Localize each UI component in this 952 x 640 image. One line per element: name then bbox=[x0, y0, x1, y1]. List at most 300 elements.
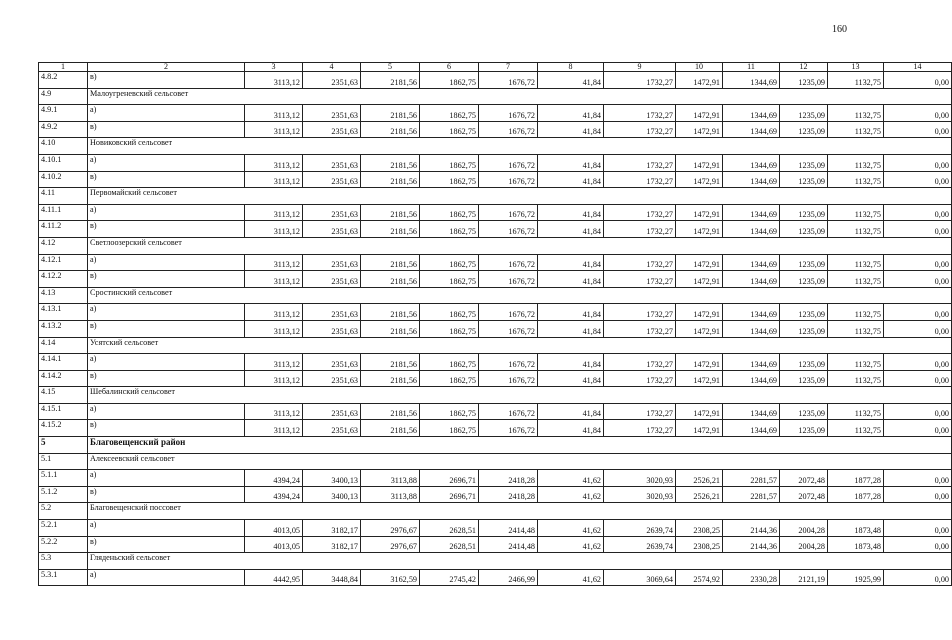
section-title: Новиковский сельсовет bbox=[88, 138, 952, 155]
value-cell: 1132,75 bbox=[828, 403, 884, 420]
value-cell: 3113,12 bbox=[245, 221, 303, 238]
value-cell: 0,00 bbox=[884, 320, 952, 337]
value-cell: 1235,09 bbox=[780, 420, 828, 437]
value-cell: 1862,75 bbox=[420, 370, 479, 387]
column-number: 4 bbox=[303, 63, 361, 72]
value-cell: 0,00 bbox=[884, 271, 952, 288]
row-label: а) bbox=[88, 470, 245, 487]
row-id: 4.10.1 bbox=[39, 154, 88, 171]
value-cell: 2072,48 bbox=[780, 470, 828, 487]
page-number: 160 bbox=[832, 24, 847, 35]
value-cell: 1472,91 bbox=[676, 271, 723, 288]
value-cell: 1472,91 bbox=[676, 204, 723, 221]
value-cell: 4013,05 bbox=[245, 536, 303, 553]
value-cell: 1877,28 bbox=[828, 470, 884, 487]
row-label: а) bbox=[88, 204, 245, 221]
value-cell: 2181,56 bbox=[361, 121, 420, 138]
value-cell: 2281,57 bbox=[723, 486, 780, 503]
value-cell: 41,84 bbox=[538, 72, 604, 89]
value-cell: 2351,63 bbox=[303, 420, 361, 437]
value-cell: 1132,75 bbox=[828, 354, 884, 371]
row-label: а) bbox=[88, 154, 245, 171]
value-cell: 1235,09 bbox=[780, 105, 828, 122]
value-cell: 1132,75 bbox=[828, 221, 884, 238]
value-cell: 41,62 bbox=[538, 536, 604, 553]
value-cell: 1676,72 bbox=[479, 105, 538, 122]
value-cell: 1235,09 bbox=[780, 121, 828, 138]
table-row bbox=[39, 536, 952, 553]
table-row bbox=[39, 354, 952, 371]
value-cell: 1344,69 bbox=[723, 221, 780, 238]
value-cell: 2414,48 bbox=[479, 536, 538, 553]
row-id: 4.13.2 bbox=[39, 320, 88, 337]
table-row bbox=[39, 569, 952, 586]
section-row bbox=[39, 188, 952, 205]
row-id: 5.1.1 bbox=[39, 470, 88, 487]
value-cell: 2745,42 bbox=[420, 569, 479, 586]
value-cell: 1925,99 bbox=[828, 569, 884, 586]
row-label: а) bbox=[88, 403, 245, 420]
value-cell: 1732,27 bbox=[604, 403, 676, 420]
value-cell: 3113,12 bbox=[245, 271, 303, 288]
value-cell: 1235,09 bbox=[780, 171, 828, 188]
value-cell: 1676,72 bbox=[479, 121, 538, 138]
value-cell: 0,00 bbox=[884, 171, 952, 188]
section-row bbox=[39, 138, 952, 155]
row-label: а) bbox=[88, 304, 245, 321]
value-cell: 3400,13 bbox=[303, 470, 361, 487]
value-cell: 1862,75 bbox=[420, 105, 479, 122]
value-cell: 41,84 bbox=[538, 171, 604, 188]
value-cell: 1873,48 bbox=[828, 536, 884, 553]
value-cell: 1472,91 bbox=[676, 171, 723, 188]
value-cell: 1235,09 bbox=[780, 72, 828, 89]
value-cell: 2004,28 bbox=[780, 520, 828, 537]
value-cell: 1862,75 bbox=[420, 72, 479, 89]
value-cell: 41,84 bbox=[538, 420, 604, 437]
value-cell: 2976,67 bbox=[361, 520, 420, 537]
value-cell: 1873,48 bbox=[828, 520, 884, 537]
value-cell: 2466,99 bbox=[479, 569, 538, 586]
value-cell: 2181,56 bbox=[361, 204, 420, 221]
value-cell: 1132,75 bbox=[828, 154, 884, 171]
value-cell: 2181,56 bbox=[361, 403, 420, 420]
value-cell: 0,00 bbox=[884, 105, 952, 122]
column-number-row bbox=[39, 63, 952, 72]
column-number: 1 bbox=[39, 63, 88, 72]
table-row bbox=[39, 204, 952, 221]
value-cell: 2181,56 bbox=[361, 271, 420, 288]
table-row bbox=[39, 370, 952, 387]
value-cell: 1132,75 bbox=[828, 320, 884, 337]
value-cell: 41,62 bbox=[538, 486, 604, 503]
value-cell: 2181,56 bbox=[361, 105, 420, 122]
value-cell: 2976,67 bbox=[361, 536, 420, 553]
value-cell: 1732,27 bbox=[604, 171, 676, 188]
column-number: 9 bbox=[604, 63, 676, 72]
value-cell: 0,00 bbox=[884, 486, 952, 503]
value-cell: 1676,72 bbox=[479, 420, 538, 437]
value-cell: 1862,75 bbox=[420, 121, 479, 138]
value-cell: 41,84 bbox=[538, 254, 604, 271]
table-row bbox=[39, 486, 952, 503]
row-id: 4.13 bbox=[39, 287, 88, 304]
row-id: 5.2.2 bbox=[39, 536, 88, 553]
row-id: 4.11.1 bbox=[39, 204, 88, 221]
value-cell: 2181,56 bbox=[361, 354, 420, 371]
value-cell: 2351,63 bbox=[303, 254, 361, 271]
table-row bbox=[39, 320, 952, 337]
value-cell: 1344,69 bbox=[723, 254, 780, 271]
table-row bbox=[39, 121, 952, 138]
table-row bbox=[39, 304, 952, 321]
value-cell: 3113,12 bbox=[245, 320, 303, 337]
value-cell: 1862,75 bbox=[420, 221, 479, 238]
value-cell: 1676,72 bbox=[479, 304, 538, 321]
value-cell: 2526,21 bbox=[676, 486, 723, 503]
value-cell: 1862,75 bbox=[420, 320, 479, 337]
row-id: 4.15.1 bbox=[39, 403, 88, 420]
value-cell: 1862,75 bbox=[420, 204, 479, 221]
value-cell: 1732,27 bbox=[604, 204, 676, 221]
value-cell: 1132,75 bbox=[828, 204, 884, 221]
value-cell: 3113,12 bbox=[245, 105, 303, 122]
value-cell: 1344,69 bbox=[723, 304, 780, 321]
table-row bbox=[39, 72, 952, 89]
row-id: 4.11 bbox=[39, 188, 88, 205]
section-title: Шебалинский сельсовет bbox=[88, 387, 952, 404]
value-cell: 1132,75 bbox=[828, 304, 884, 321]
row-id: 5.1 bbox=[39, 453, 88, 470]
value-cell: 41,84 bbox=[538, 304, 604, 321]
value-cell: 4013,05 bbox=[245, 520, 303, 537]
value-cell: 2181,56 bbox=[361, 171, 420, 188]
value-cell: 1344,69 bbox=[723, 403, 780, 420]
value-cell: 1344,69 bbox=[723, 271, 780, 288]
column-number: 8 bbox=[538, 63, 604, 72]
row-label: в) bbox=[88, 171, 245, 188]
value-cell: 2072,48 bbox=[780, 486, 828, 503]
value-cell: 1732,27 bbox=[604, 105, 676, 122]
value-cell: 1676,72 bbox=[479, 171, 538, 188]
row-id: 5.3 bbox=[39, 553, 88, 570]
value-cell: 2181,56 bbox=[361, 221, 420, 238]
value-cell: 1862,75 bbox=[420, 354, 479, 371]
section-title: Благовещенский район bbox=[88, 437, 952, 454]
value-cell: 2628,51 bbox=[420, 520, 479, 537]
value-cell: 2004,28 bbox=[780, 536, 828, 553]
row-id: 4.15 bbox=[39, 387, 88, 404]
value-cell: 1132,75 bbox=[828, 72, 884, 89]
column-number: 11 bbox=[723, 63, 780, 72]
value-cell: 1472,91 bbox=[676, 72, 723, 89]
row-id: 5.3.1 bbox=[39, 569, 88, 586]
value-cell: 1344,69 bbox=[723, 121, 780, 138]
value-cell: 41,62 bbox=[538, 569, 604, 586]
value-cell: 2330,28 bbox=[723, 569, 780, 586]
value-cell: 41,84 bbox=[538, 221, 604, 238]
value-cell: 1732,27 bbox=[604, 254, 676, 271]
table-row bbox=[39, 105, 952, 122]
value-cell: 4442,95 bbox=[245, 569, 303, 586]
table-row bbox=[39, 470, 952, 487]
value-cell: 2181,56 bbox=[361, 304, 420, 321]
row-label: а) bbox=[88, 105, 245, 122]
table-row bbox=[39, 403, 952, 420]
value-cell: 2351,63 bbox=[303, 320, 361, 337]
value-cell: 0,00 bbox=[884, 569, 952, 586]
column-number: 14 bbox=[884, 63, 952, 72]
row-id: 4.14.2 bbox=[39, 370, 88, 387]
column-number: 5 bbox=[361, 63, 420, 72]
value-cell: 2414,48 bbox=[479, 520, 538, 537]
value-cell: 3113,88 bbox=[361, 486, 420, 503]
value-cell: 1132,75 bbox=[828, 271, 884, 288]
value-cell: 1132,75 bbox=[828, 105, 884, 122]
value-cell: 1732,27 bbox=[604, 121, 676, 138]
value-cell: 1732,27 bbox=[604, 221, 676, 238]
section-row bbox=[39, 237, 952, 254]
value-cell: 0,00 bbox=[884, 536, 952, 553]
row-id: 4.14 bbox=[39, 337, 88, 354]
value-cell: 2526,21 bbox=[676, 470, 723, 487]
value-cell: 1132,75 bbox=[828, 121, 884, 138]
value-cell: 2628,51 bbox=[420, 536, 479, 553]
value-cell: 1676,72 bbox=[479, 72, 538, 89]
row-label: в) bbox=[88, 420, 245, 437]
value-cell: 1472,91 bbox=[676, 105, 723, 122]
value-cell: 0,00 bbox=[884, 254, 952, 271]
section-title: Благовещенский поссовет bbox=[88, 503, 952, 520]
value-cell: 3113,12 bbox=[245, 370, 303, 387]
value-cell: 1676,72 bbox=[479, 204, 538, 221]
value-cell: 1235,09 bbox=[780, 320, 828, 337]
value-cell: 3400,13 bbox=[303, 486, 361, 503]
value-cell: 2308,25 bbox=[676, 520, 723, 537]
value-cell: 1732,27 bbox=[604, 72, 676, 89]
value-cell: 3069,64 bbox=[604, 569, 676, 586]
value-cell: 3113,12 bbox=[245, 204, 303, 221]
value-cell: 1732,27 bbox=[604, 271, 676, 288]
value-cell: 1676,72 bbox=[479, 254, 538, 271]
table-row bbox=[39, 420, 952, 437]
value-cell: 1344,69 bbox=[723, 72, 780, 89]
value-cell: 2351,63 bbox=[303, 370, 361, 387]
value-cell: 2574,92 bbox=[676, 569, 723, 586]
value-cell: 0,00 bbox=[884, 221, 952, 238]
row-label: в) bbox=[88, 121, 245, 138]
value-cell: 2181,56 bbox=[361, 320, 420, 337]
value-cell: 2351,63 bbox=[303, 154, 361, 171]
value-cell: 1132,75 bbox=[828, 171, 884, 188]
row-label: а) bbox=[88, 254, 245, 271]
value-cell: 1472,91 bbox=[676, 320, 723, 337]
section-row bbox=[39, 287, 952, 304]
value-cell: 3020,93 bbox=[604, 470, 676, 487]
value-cell: 41,62 bbox=[538, 470, 604, 487]
value-cell: 1472,91 bbox=[676, 221, 723, 238]
value-cell: 1676,72 bbox=[479, 221, 538, 238]
value-cell: 3113,12 bbox=[245, 420, 303, 437]
value-cell: 4394,24 bbox=[245, 470, 303, 487]
value-cell: 2351,63 bbox=[303, 105, 361, 122]
value-cell: 1676,72 bbox=[479, 271, 538, 288]
section-title: Сростинский сельсовет bbox=[88, 287, 952, 304]
value-cell: 1235,09 bbox=[780, 254, 828, 271]
value-cell: 3182,17 bbox=[303, 520, 361, 537]
value-cell: 3113,12 bbox=[245, 171, 303, 188]
value-cell: 2351,63 bbox=[303, 354, 361, 371]
value-cell: 2281,57 bbox=[723, 470, 780, 487]
section-title: Гляденьский сельсовет bbox=[88, 553, 952, 570]
value-cell: 1732,27 bbox=[604, 304, 676, 321]
value-cell: 2696,71 bbox=[420, 470, 479, 487]
table-body bbox=[39, 63, 952, 586]
value-cell: 2696,71 bbox=[420, 486, 479, 503]
row-id: 4.10.2 bbox=[39, 171, 88, 188]
value-cell: 0,00 bbox=[884, 470, 952, 487]
row-id: 4.9.2 bbox=[39, 121, 88, 138]
value-cell: 2181,56 bbox=[361, 370, 420, 387]
value-cell: 1862,75 bbox=[420, 420, 479, 437]
row-label: а) bbox=[88, 354, 245, 371]
value-cell: 1344,69 bbox=[723, 420, 780, 437]
value-cell: 3182,17 bbox=[303, 536, 361, 553]
value-cell: 0,00 bbox=[884, 403, 952, 420]
value-cell: 0,00 bbox=[884, 420, 952, 437]
value-cell: 1732,27 bbox=[604, 420, 676, 437]
value-cell: 1132,75 bbox=[828, 254, 884, 271]
value-cell: 1344,69 bbox=[723, 154, 780, 171]
row-id: 4.15.2 bbox=[39, 420, 88, 437]
table-row bbox=[39, 520, 952, 537]
section-row bbox=[39, 503, 952, 520]
value-cell: 41,84 bbox=[538, 370, 604, 387]
value-cell: 2351,63 bbox=[303, 403, 361, 420]
value-cell: 2144,36 bbox=[723, 536, 780, 553]
section-row bbox=[39, 437, 952, 454]
value-cell: 41,62 bbox=[538, 520, 604, 537]
row-id: 4.12 bbox=[39, 237, 88, 254]
value-cell: 1344,69 bbox=[723, 204, 780, 221]
value-cell: 3113,12 bbox=[245, 304, 303, 321]
value-cell: 2418,28 bbox=[479, 486, 538, 503]
value-cell: 1862,75 bbox=[420, 171, 479, 188]
value-cell: 2351,63 bbox=[303, 171, 361, 188]
value-cell: 41,84 bbox=[538, 154, 604, 171]
value-cell: 1344,69 bbox=[723, 105, 780, 122]
column-number: 2 bbox=[88, 63, 245, 72]
value-cell: 1862,75 bbox=[420, 254, 479, 271]
row-label: в) bbox=[88, 536, 245, 553]
value-cell: 0,00 bbox=[884, 72, 952, 89]
value-cell: 2418,28 bbox=[479, 470, 538, 487]
value-cell: 1676,72 bbox=[479, 320, 538, 337]
value-cell: 3113,12 bbox=[245, 254, 303, 271]
value-cell: 2121,19 bbox=[780, 569, 828, 586]
row-id: 5.2 bbox=[39, 503, 88, 520]
value-cell: 3113,12 bbox=[245, 354, 303, 371]
value-cell: 1235,09 bbox=[780, 271, 828, 288]
value-cell: 1676,72 bbox=[479, 154, 538, 171]
value-cell: 1472,91 bbox=[676, 121, 723, 138]
value-cell: 3448,84 bbox=[303, 569, 361, 586]
value-cell: 1235,09 bbox=[780, 304, 828, 321]
row-id: 4.14.1 bbox=[39, 354, 88, 371]
value-cell: 1732,27 bbox=[604, 320, 676, 337]
section-title: Первомайский сельсовет bbox=[88, 188, 952, 205]
row-label: в) bbox=[88, 221, 245, 238]
value-cell: 1235,09 bbox=[780, 154, 828, 171]
value-cell: 41,84 bbox=[538, 121, 604, 138]
row-id: 5 bbox=[39, 437, 88, 454]
column-number: 13 bbox=[828, 63, 884, 72]
value-cell: 1472,91 bbox=[676, 370, 723, 387]
section-row bbox=[39, 553, 952, 570]
value-cell: 1732,27 bbox=[604, 354, 676, 371]
value-cell: 3113,12 bbox=[245, 72, 303, 89]
value-cell: 1472,91 bbox=[676, 254, 723, 271]
section-title: Светлоозерский сельсовет bbox=[88, 237, 952, 254]
value-cell: 3113,12 bbox=[245, 121, 303, 138]
value-cell: 1132,75 bbox=[828, 420, 884, 437]
section-row bbox=[39, 387, 952, 404]
value-cell: 2181,56 bbox=[361, 420, 420, 437]
value-cell: 2181,56 bbox=[361, 254, 420, 271]
value-cell: 3113,88 bbox=[361, 470, 420, 487]
value-cell: 1676,72 bbox=[479, 370, 538, 387]
value-cell: 1472,91 bbox=[676, 403, 723, 420]
value-cell: 1235,09 bbox=[780, 403, 828, 420]
value-cell: 0,00 bbox=[884, 520, 952, 537]
value-cell: 1732,27 bbox=[604, 370, 676, 387]
value-cell: 3113,12 bbox=[245, 403, 303, 420]
row-label: в) bbox=[88, 370, 245, 387]
value-cell: 1472,91 bbox=[676, 154, 723, 171]
value-cell: 1732,27 bbox=[604, 154, 676, 171]
value-cell: 1472,91 bbox=[676, 304, 723, 321]
row-label: в) bbox=[88, 486, 245, 503]
value-cell: 41,84 bbox=[538, 271, 604, 288]
value-cell: 1472,91 bbox=[676, 420, 723, 437]
value-cell: 41,84 bbox=[538, 320, 604, 337]
row-label: в) bbox=[88, 72, 245, 89]
section-title: Алексеевский сельсовет bbox=[88, 453, 952, 470]
value-cell: 2181,56 bbox=[361, 154, 420, 171]
row-id: 5.1.2 bbox=[39, 486, 88, 503]
value-cell: 2639,74 bbox=[604, 520, 676, 537]
value-cell: 1344,69 bbox=[723, 171, 780, 188]
row-label: а) bbox=[88, 569, 245, 586]
column-number: 6 bbox=[420, 63, 479, 72]
value-cell: 0,00 bbox=[884, 304, 952, 321]
value-cell: 1862,75 bbox=[420, 154, 479, 171]
value-cell: 0,00 bbox=[884, 204, 952, 221]
column-number: 7 bbox=[479, 63, 538, 72]
value-cell: 3020,93 bbox=[604, 486, 676, 503]
value-cell: 1676,72 bbox=[479, 403, 538, 420]
row-label: а) bbox=[88, 520, 245, 537]
value-cell: 41,84 bbox=[538, 403, 604, 420]
value-cell: 2351,63 bbox=[303, 271, 361, 288]
row-label: в) bbox=[88, 320, 245, 337]
value-cell: 1344,69 bbox=[723, 354, 780, 371]
value-cell: 2351,63 bbox=[303, 221, 361, 238]
value-cell: 1235,09 bbox=[780, 221, 828, 238]
section-title: Малоугреневский сельсовет bbox=[88, 88, 952, 105]
value-cell: 1344,69 bbox=[723, 370, 780, 387]
row-id: 4.9 bbox=[39, 88, 88, 105]
